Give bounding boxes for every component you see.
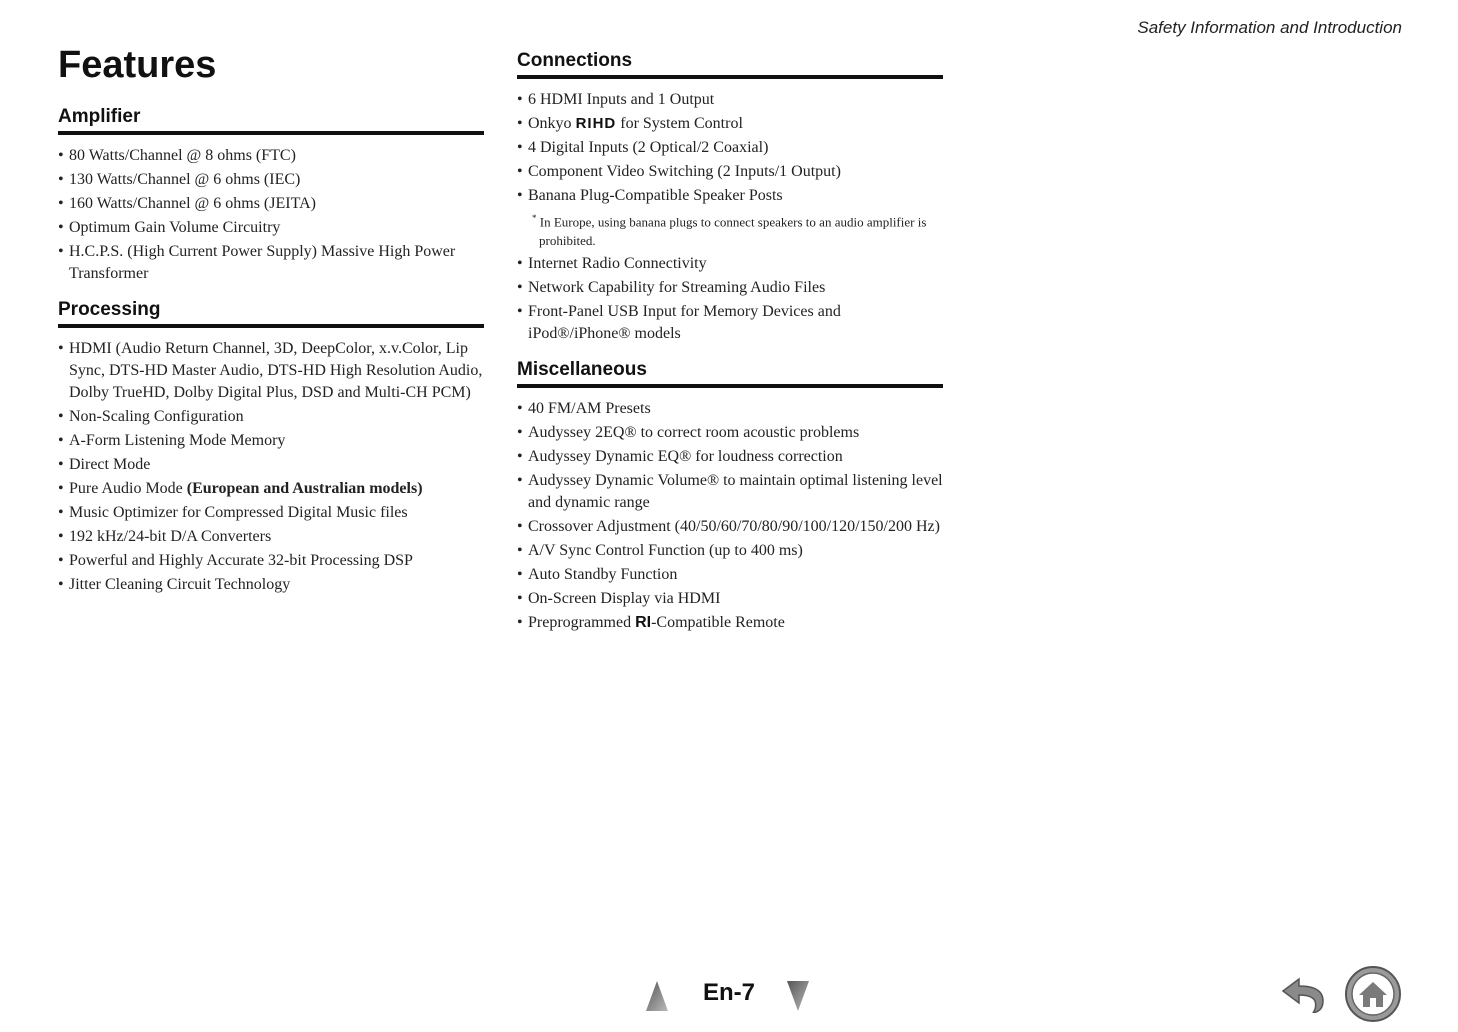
list-item: • Internet Radio Connectivity <box>517 255 707 273</box>
list-item: • Audyssey 2EQ® to correct room acoustic problems <box>517 424 860 442</box>
triangle-up-icon[interactable] <box>646 981 668 1011</box>
connections-list <box>517 89 943 207</box>
list-item: • Powerful and Highly Accurate 32-bit Processing DSP <box>58 552 413 569</box>
left-column <box>58 106 484 610</box>
connections-section <box>517 50 943 345</box>
ri-logo: RI <box>635 614 652 632</box>
list-item: • Jitter Cleaning Circuit Technology <box>58 576 291 593</box>
list-item: • Banana Plug-Compatible Speaker Posts <box>517 187 783 204</box>
list-item: • 80 Watts/Channel @ 8 ohms (FTC) <box>58 147 296 164</box>
banana-plug-note: * In Europe, using banana plugs to connect speakers to an audio amplifier is prohibited. <box>532 213 927 249</box>
list-item: • A/V Sync Control Function (up to 400 ms) <box>517 542 803 560</box>
list-item: • 130 Watts/Channel @ 6 ohms (IEC) <box>58 171 301 188</box>
rihd-logo: RIHD <box>575 115 617 132</box>
processing-list <box>58 338 484 596</box>
amplifier-list <box>58 145 484 285</box>
list-item: • 192 kHz/24-bit D/A Converters <box>58 528 272 545</box>
running-header: Safety Information and Introduction <box>1137 18 1402 37</box>
page-title: Features <box>58 44 217 86</box>
right-column <box>517 50 943 648</box>
list-item: • Optimum Gain Volume Circuitry <box>58 219 281 236</box>
page-footer <box>0 975 1458 1015</box>
list-item: • 6 HDMI Inputs and 1 Output <box>517 91 715 108</box>
list-item: • Component Video Switching (2 Inputs/1 Output) <box>517 163 841 180</box>
list-item: • 160 Watts/Channel @ 6 ohms (JEITA) <box>58 195 316 212</box>
list-item: • Non-Scaling Configuration <box>58 408 244 425</box>
processing-heading: Processing <box>58 299 484 328</box>
list-item: • Audyssey Dynamic EQ® for loudness correction <box>517 448 843 466</box>
connections-heading: Connections <box>517 50 943 79</box>
miscellaneous-list <box>517 398 943 634</box>
list-item: • A-Form Listening Mode Memory <box>58 432 286 449</box>
connections-list-continued <box>517 253 943 345</box>
pure-audio-region-note: (European and Australian models) <box>186 480 423 497</box>
list-item: • H.C.P.S. (High Current Power Supply) Massive High Power Transformer <box>58 243 456 282</box>
amplifier-section <box>58 106 484 285</box>
amplifier-heading: Amplifier <box>58 106 484 135</box>
list-item: • Music Optimizer for Compressed Digital Music files <box>58 504 408 521</box>
list-item: • Audyssey Dynamic Volume® to maintain optimal listening level and dynamic range <box>517 472 943 512</box>
processing-section <box>58 299 484 596</box>
list-item: • Direct Mode <box>58 456 151 473</box>
list-item: • On-Screen Display via HDMI <box>517 590 721 608</box>
list-item: • Onkyo RIHD for System Control <box>517 115 743 132</box>
triangle-down-icon[interactable] <box>787 981 809 1011</box>
page-number: En-7 <box>703 979 756 1006</box>
list-item: • Front-Panel USB Input for Memory Devices and iPod®/iPhone® models <box>517 303 841 343</box>
miscellaneous-section <box>517 359 943 634</box>
list-item: • Crossover Adjustment (40/50/60/70/80/90/100/120/150/200 Hz) <box>517 518 940 536</box>
list-item: • Network Capability for Streaming Audio Files <box>517 279 826 297</box>
home-icon[interactable] <box>1344 965 1402 1023</box>
miscellaneous-heading: Miscellaneous <box>517 359 943 388</box>
list-item: • 4 Digital Inputs (2 Optical/2 Coaxial) <box>517 139 769 156</box>
list-item: • Pure Audio Mode (European and Australian models) <box>58 480 423 497</box>
list-item: • HDMI (Audio Return Channel, 3D, DeepColor, x.v.Color, Lip Sync, DTS-HD Master Audio, DTS-HD High Resolution Audio, Dolby TrueHD, Dolby Digital Plus, DSD and Multi-CH PCM) <box>58 340 483 401</box>
list-item: • Auto Standby Function <box>517 566 678 584</box>
back-arrow-icon[interactable] <box>1277 977 1329 1013</box>
list-item: • Preprogrammed RI-Compatible Remote <box>517 614 785 632</box>
list-item: • 40 FM/AM Presets <box>517 400 651 418</box>
